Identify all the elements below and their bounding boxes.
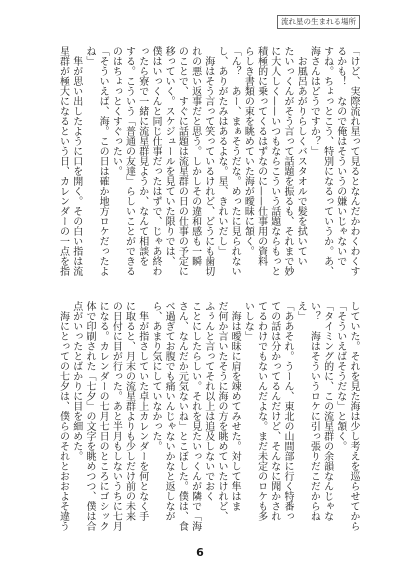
text-column: 「ん？ あー、まぁそうだな。めったに見られない: [229, 46, 241, 276]
text-column: 隼が指さしていた卓上カレンダーを何となく手: [136, 301, 148, 521]
text-column: 「タイミング的に、この流星群の余韻なんじゃな: [321, 301, 333, 521]
text-column: すね。ちょっとこう、特別になるっていうか。あ、: [321, 46, 333, 276]
page-number: 6: [196, 546, 204, 559]
text-column: し、ありがたみはあるよな。星、きれいだし」: [215, 46, 227, 256]
text-column: 「ああそれ。うーん、東北の山間部に行く特番っ: [281, 301, 293, 521]
text-column: ら、あまり気にしていなかった。: [149, 301, 161, 451]
text-column: 移っていく。スケジュールを見ていた限りでは、: [163, 46, 175, 266]
text-column: 海は曖昧に肩を竦めてみせた。対して隼はま: [229, 301, 241, 511]
text-column: 隼が思い出したように口を開く。その白い指は流: [70, 46, 82, 276]
text-column: だ何か言いたそうに海の方を眺めていたけれど、: [215, 301, 227, 521]
text-column: 海さんはどうですか？」: [308, 46, 320, 156]
text-column: お風呂あがりらしくバスタオルで髪を拭いてい: [295, 46, 307, 266]
text-column: 積極的に乗ってくるはずなのに——仕事用の資料: [255, 46, 267, 266]
text-column: していた。それを見た海は少し考えを巡らせてから: [348, 301, 359, 531]
text-column: 「そういえば、海。この日は確か地方ロケだったよ: [97, 46, 109, 276]
text-column: 海にとっての七夕は、僕らのそれとおおよそ違う: [57, 301, 69, 531]
text-column: 海はそう言って笑っているけれど、どうにも歯切: [202, 46, 214, 276]
text-column: に大人しく——いつもならこういう話題ならもっと: [268, 46, 280, 276]
text-column: ての話は分かってるんだけど、そんなに聞かされ: [268, 301, 280, 521]
text-column: べ過ぎてお腹でも痛いんじゃないかなと返しなが: [163, 301, 175, 521]
text-column: 点がいったとばかりに目を細めた。: [70, 301, 82, 461]
text-column: たいっくんがそう言って話題を振るも、それまで妙: [281, 46, 293, 276]
text-column: の日付に目が行った。あと半月もしないうちに七月: [110, 301, 122, 531]
text-column: え」: [295, 301, 307, 321]
text-column: らしき書類の束を眺めていた海が曖昧に頷く。: [242, 46, 254, 256]
text-column: 「けど、実際流れ星って見るとなんだかわくわくす: [348, 46, 359, 276]
text-column: になる。カレンダーの七月七日のところにゴシック: [97, 301, 109, 531]
text-column: 体で印刷された「七夕」の文字を眺めつつ、僕は合: [83, 301, 95, 531]
text-column: する。こういう「普通の友達」らしいことができる: [123, 46, 135, 276]
text-column: るかも！ なので俺はそういうの嫌いじゃないで: [334, 46, 346, 266]
upper-text-tier: [56, 46, 360, 288]
text-column: いしな」: [242, 301, 254, 341]
running-title: 流れ星の生まれる場所: [277, 15, 360, 29]
text-column: 星群が極大になるという日、カレンダーの一点を指: [57, 46, 69, 276]
text-column: 「そういえばそうだな」と頷く。: [334, 301, 346, 451]
text-column: ことにしたらしい。それを見たいっくんが隣で「海: [189, 301, 201, 531]
text-column: い？ 海はそういうロケに引っ張りだこだからね: [308, 301, 320, 521]
text-column: ったら寮で一緒に流星群見ようか、なんて相談を: [136, 46, 148, 266]
text-column: ふぅんと言ってそれ以上は追及しないでおく: [202, 301, 214, 501]
lower-text-tier: [56, 301, 360, 543]
text-column: のことで、すぐに話題は流星群の日の仕事の予定に: [176, 46, 188, 276]
text-column: のはちょっとくすぐったい。: [110, 46, 122, 176]
text-column: 僕はいっくんと同じ仕事だったはずで、じゃあ終わ: [149, 46, 161, 276]
text-column: れの悪い返事だと思う。しかしその違和感も一瞬: [189, 46, 201, 266]
text-column: ね」: [83, 46, 95, 66]
text-column: さん、なんだか元気ないね」とこぼした。僕は、食: [176, 301, 188, 531]
text-column: てるわけでもないんだよな。まだ未定のロケも多: [255, 301, 267, 521]
text-column: に取ると、月末の流星群よりも少しだけ前の未来: [123, 301, 135, 521]
